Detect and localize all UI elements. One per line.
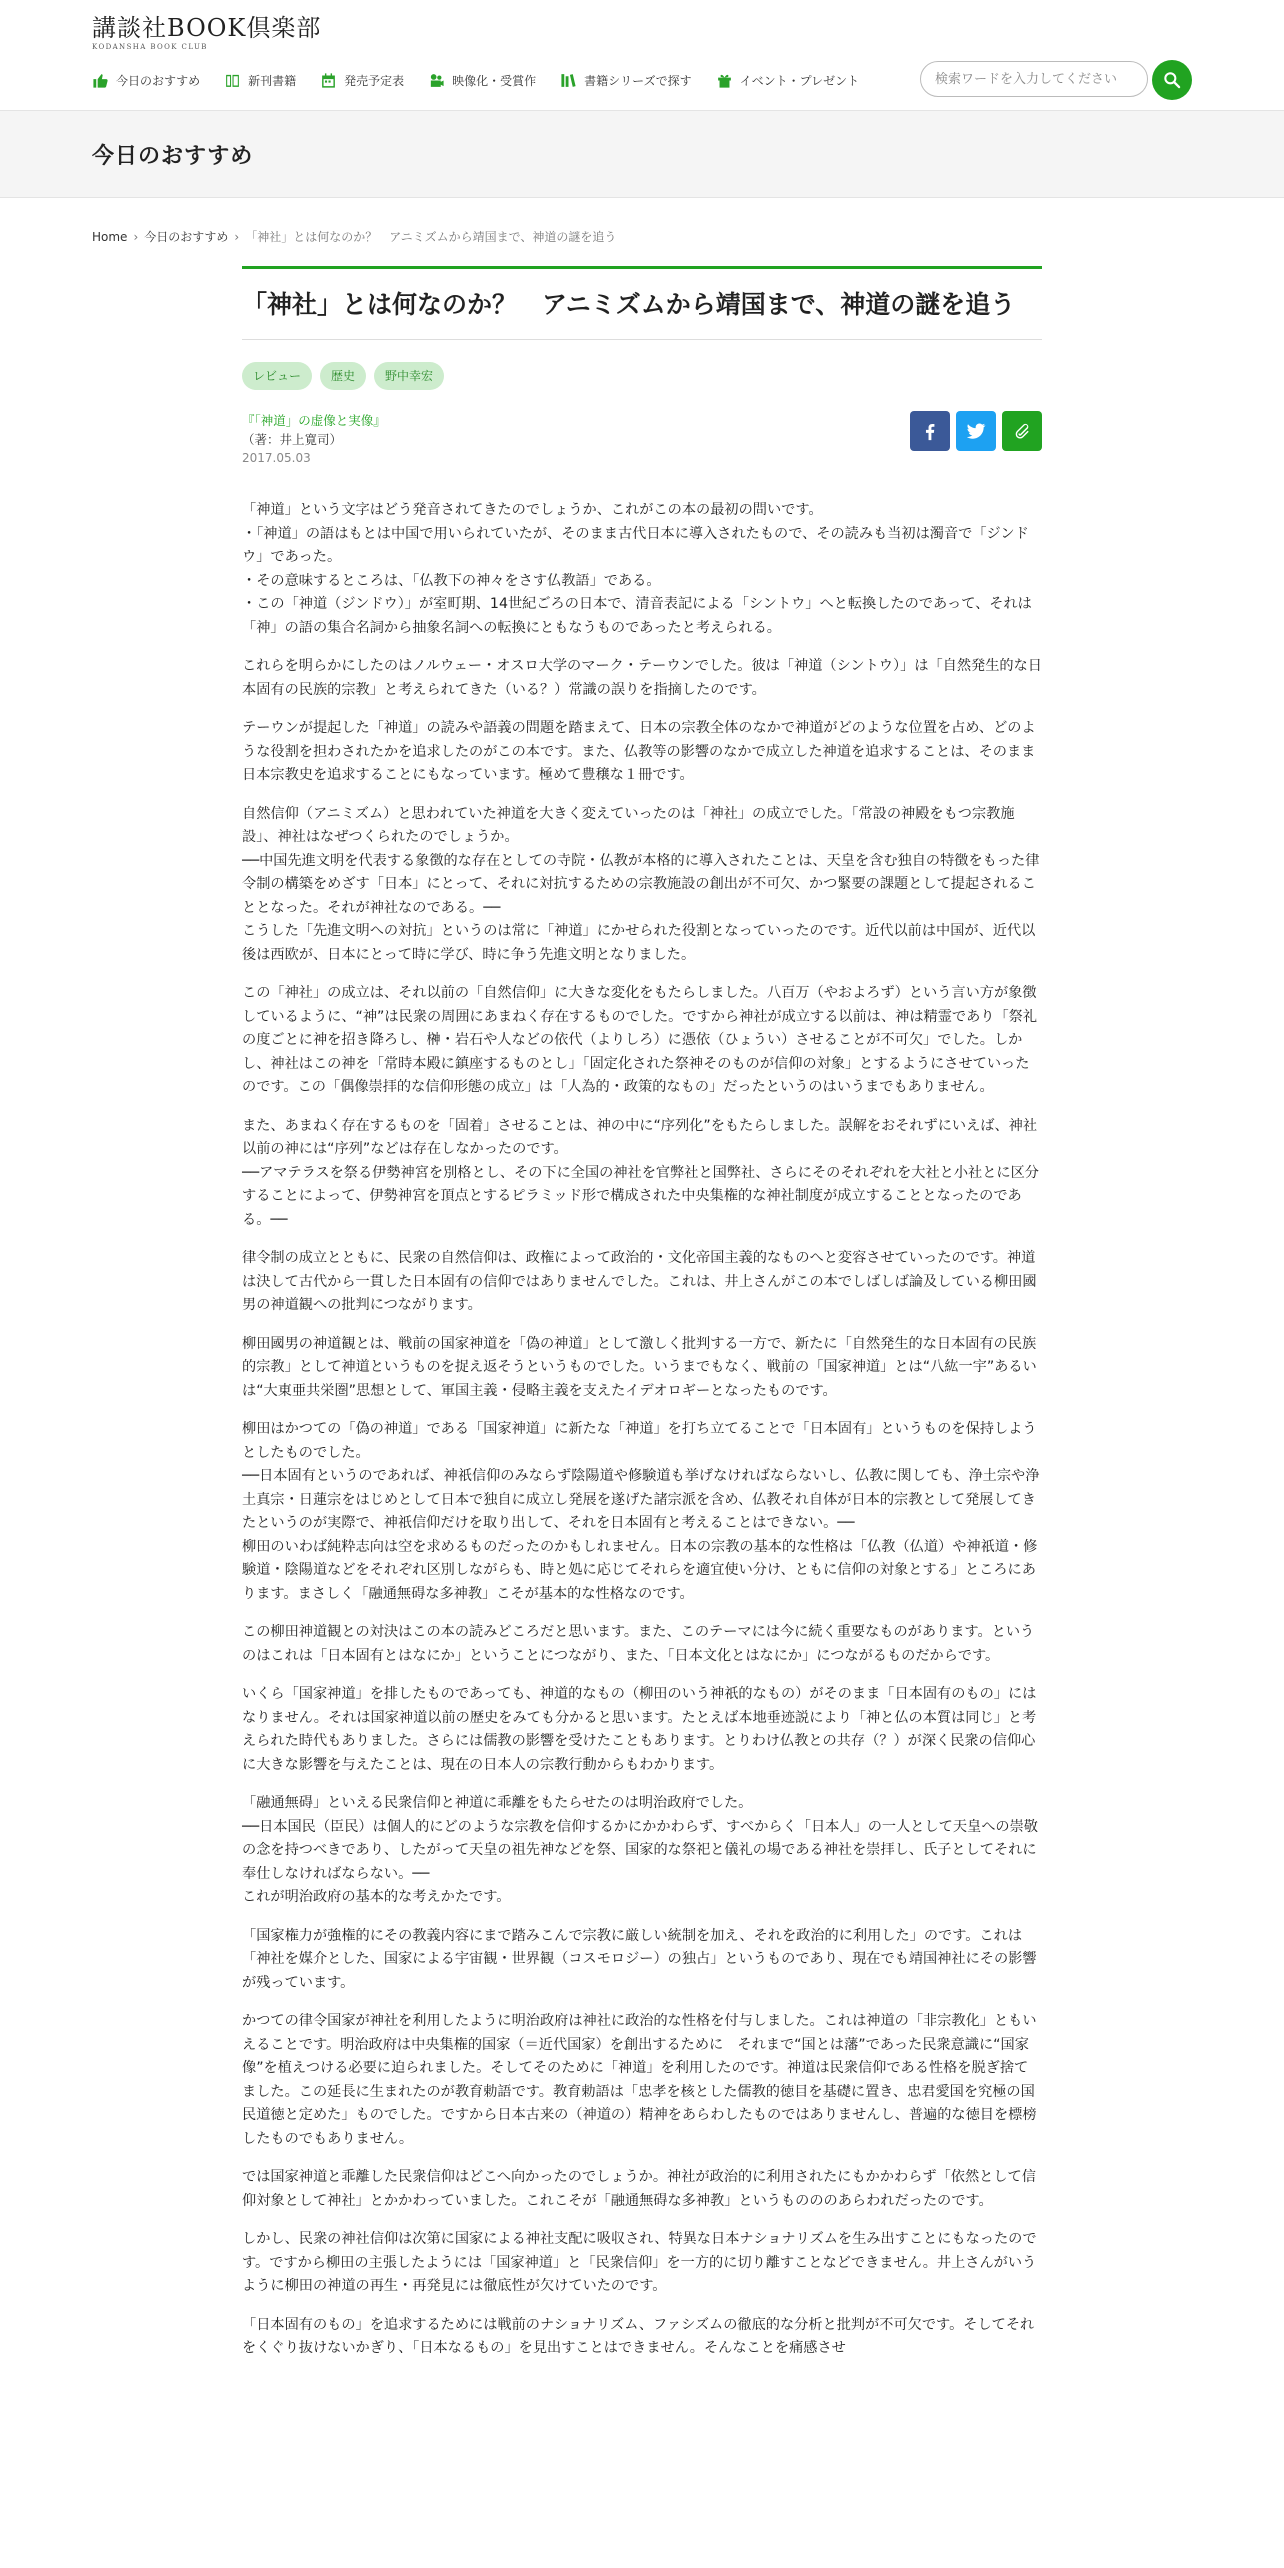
search-icon [1162, 70, 1182, 90]
twitter-icon [965, 420, 987, 442]
section-title: 今日のおすすめ [92, 143, 254, 169]
article-paragraph: 律令制の成立とともに、民衆の自然信仰は、政権によって政治的・文化帝国主義的なものへと変容させていったのです。神道は決して古代から一貫した日本固有の信仰ではありませんでした。これは、井上さんがこの本でしばしば論及している柳田國男の神道観への批判につながります。 [242, 1250, 1037, 1313]
film-icon [428, 72, 445, 89]
article-paragraph: いくら「国家神道」を排したものであっても、神道的なもの（柳田のいう神祇的なもの）がそのまま「日本固有のもの」にはなりません。それは国家神道以前の歴史をみても分かると思います。たとえば本地垂迹説により「神と仏の本質は同じ」と考えられた時代もありました。さらには儒教の影響を受けたこともあります。とりわけ仏教との共存（？）が深く民衆の信仰心に大きな影響を与えたことは、現在の日本人の宗教行動からもわかります。 [242, 1686, 1037, 1773]
breadcrumb-separator: › [234, 230, 240, 244]
article [242, 266, 1042, 2376]
nav-label: 新刊書籍 [248, 74, 297, 88]
new-books-icon [224, 72, 241, 89]
books-series-icon [560, 72, 577, 89]
tag-review[interactable]: レビュー [242, 362, 312, 390]
site-logo[interactable] [92, 14, 321, 51]
site-header [0, 0, 1284, 110]
book-author: （著：井上寛司） [242, 432, 343, 447]
article-paragraph: かつての律令国家が神社を利用したように明治政府は神社に政治的な性格を付与しました。これは神道の「非宗教化」ともいえることです。明治政府は中央集権的国家（＝近代国家）を創出するために それまで“国とは藩”であった民衆意識に“国家像”を植えつける必要に迫られました。そしてそのために「神道」を利用したのです。神道は民衆信仰である性格を脱ぎ捨てました。この延長に生まれたのが教育勅語です。教育勅語は「忠孝を核とした儒教的徳目を基礎に置き、忠君愛国を究極の国民道徳と定めた」ものでした。ですから日本古来の（神道の）精神をあらわしたものではありませんし、普遍的な徳目を標榜したものでもありません。 [242, 2013, 1037, 2147]
article-paragraph: 「融通無碍」といえる民衆信仰と神道に乖離をもたらせたのは明治政府でした。 ──日本国民（臣民）は個人的にどのような宗教を信仰するかにかかわらず、すべからく「日本人」の一人として天皇への崇敬の念を持つべきであり、したがって天皇の祖先神などを祭、国家的な祭祀と儀礼の場である神社を崇拝し、氏子としてそれに奉仕しなければならない。── これが明治政府の基本的な考えかたです。 [242, 1795, 1038, 1905]
article-paragraph: テーウンが提起した「神道」の読みや語義の問題を踏まえて、日本の宗教全体のなかで神道がどのような位置を占め、どのような役割を担わされたかを追求したのがこの本です。また、仏教等の影響のなかで成立した神道を追求することは、そのまま日本宗教史を追求することにもなっています。極めて豊穣な１冊です。 [242, 720, 1036, 783]
nav-item-series[interactable] [560, 72, 691, 89]
nav-label: 今日のおすすめ [116, 74, 201, 88]
facebook-share-button[interactable] [910, 411, 950, 451]
twitter-share-button[interactable] [956, 411, 996, 451]
logo-subtitle: KODANSHA BOOK CLUB [92, 43, 208, 51]
nav-item-new-books[interactable] [224, 72, 296, 89]
breadcrumb [92, 228, 616, 245]
nav-item-recommend[interactable] [92, 72, 200, 89]
article-title: 「神社」とは何なのか？ アニミズムから靖国まで、神道の謎を追う [242, 269, 1042, 340]
breadcrumb-current: 「神社」とは何なのか？ アニミズムから靖国まで、神道の謎を追う [245, 230, 617, 244]
article-paragraph: しかし、民衆の神社信仰は次第に国家による神社支配に吸収され、特異な日本ナショナリズムを生み出すことにもなったのです。ですから柳田の主張したようには「国家神道」と「民衆信仰」を一方的に切り離すことなどできません。井上さんがいうように柳田の神道の再生・再発見には徹底性が欠けていたのです。 [242, 2231, 1037, 2294]
tag-list [242, 362, 1042, 390]
nav-label: イベント・プレゼント [739, 74, 860, 88]
article-paragraph: この柳田神道観との対決はこの本の読みどころだと思います。また、このテーマには今に続く重要なものがあります。というのはこれは「日本固有とはなにか」ということにつながり、また、「日本文化とはなにか」につながるものだからです。 [242, 1624, 1035, 1664]
link-icon [1011, 420, 1033, 442]
nav-label: 発売予定表 [344, 74, 405, 88]
article-paragraph: 「神道」という文字はどう発音されてきたのでしょうか、これがこの本の最初の問いです。 ・「神道」の語はもとは中国で用いられていたが、そのまま古代日本に導入されたもので、その読みも当初は濁音で「ジンドウ」であった。 ・その意味するところは、「仏教下の神々をさす仏教語」である。 ・この「神道（ジンドウ）」が室町期、14世紀ごろの日本で、清音表記による「シントウ」へと転換したのであって、それは「神」の語の集合名詞から抽象名詞への転換にともなうものであったと考えられる。 [242, 502, 1032, 636]
tag-history[interactable]: 歴史 [320, 362, 366, 390]
nav-label: 映像化・受賞作 [452, 74, 537, 88]
article-paragraph: 「日本固有のもの」を追求するためには戦前のナショナリズム、ファシズムの徹底的な分析と批判が不可欠です。そしてそれをくぐり抜けないかぎり、「日本なるもの」を見出すことはできません。そんなことを痛感させ [242, 2316, 1035, 2356]
article-paragraph: 柳田國男の神道観とは、戦前の国家神道を「偽の神道」として激しく批判する一方で、新たに「自然発生的な日本固有の民族的宗教」として神道というものを捉え返そうというものでした。いうまでもなく、戦前の「国家神道」とは“八紘一宇”あるいは“大東亜共栄圏”思想として、軍国主義・侵略主義を支えたイデオロギーとなったものです。 [242, 1335, 1037, 1399]
post-date: 2017.05.03 [242, 451, 311, 465]
section-title-band [0, 110, 1284, 198]
link-share-button[interactable] [1002, 411, 1042, 451]
nav-label: 書籍シリーズで探す [584, 74, 692, 88]
article-paragraph: では国家神道と乖離した民衆信仰はどこへ向かったのでしょうか。神社が政治的に利用されたにもかかわらず「依然として信仰対象として神社」とかかわっていました。これこそが「融通無碍な多神教」というものののあらわれだったのです。 [242, 2169, 1036, 2209]
article-paragraph: 「国家権力が強権的にその教義内容にまで踏みこんで宗教に厳しい統制を加え、それを政治的に利用した」のです。これは「神社を媒介とした、国家による宇宙観・世界観（コスモロジー）の独占」というものであり、現在でも靖国神社にその影響が残っています。 [242, 1927, 1037, 1991]
article-paragraph: 柳田はかつての「偽の神道」である「国家神道」に新たな「神道」を打ち立てることで「日本固有」というものを保持しようとしたものでした。 ──日本固有というのであれば、神祇信仰のみならず陰陽道や修験道も挙げなければならないし、仏教に関しても、浄土宗や浄土真宗・日蓮宗をはじめとして日本で独自に成立し発展を遂げた諸宗派を含め、仏教それ自体が日本的宗教として発展してきたというのが実際で、神祇信仰だけを取り出して、それを日本固有と考えることはできない。── 柳田のいわば純粋志向は空を求めるものだったのかもしれません。日本の宗教の基本的な性格は「仏教（仏道）や神祇道・修験道・陰陽道などをそれぞれ区別しながらも、時と処に応じてそれらを適宜使い分け、ともに信仰の対象とする」ところにあります。まさしく「融通無碍な多神教」こそが基本的な性格なのです。 [242, 1421, 1040, 1602]
calendar-icon [320, 72, 337, 89]
breadcrumb-home[interactable]: Home [92, 230, 128, 244]
article-paragraph: 自然信仰（アニミズム）と思われていた神道を大きく変えていったのは「神社」の成立でした。「常設の神殿をもつ宗教施設」、神社はなぜつくられたのでしょうか。 ──中国先進文明を代表する象徴的な存在としての寺院・仏教が本格的に導入されたことは、天皇を含む独自の特徴をもった律令制の構築をめざす「日本」にとって、それに対抗するための宗教施設の創出が不可欠、かつ緊要の課題として提起されることとなった。それが神社なのである。── こうした「先進文明への対抗」というのは常に「神道」にかせられた役割となっていったのです。近代以前は中国が、近代以後は西欧が、日本にとって時に学び、時に争う先進文明となりました。 [242, 805, 1040, 963]
breadcrumb-separator: › [133, 230, 139, 244]
search-button[interactable] [1152, 60, 1192, 100]
tag-writer[interactable]: 野中幸宏 [374, 362, 444, 390]
article-paragraph: また、あまねく存在するものを「固着」させることは、神の中に“序列化”をもたらしました。誤解をおそれずにいえば、神社以前の神には“序列”などは存在しなかったのです。 ──アマテラスを祭る伊勢神宮を別格とし、その下に全国の神社を官弊社と国弊社、さらにそのそれぞれを大社と小社とに区分することによって、伊勢神宮を頂点とするピラミッド形で構成された中央集権的な神社制度が成立することとなったのである。── [242, 1117, 1039, 1228]
main-nav [92, 72, 883, 89]
nav-item-events[interactable] [716, 72, 860, 89]
article-paragraph: この「神社」の成立は、それ以前の「自然信仰」に大きな変化をもたらしました。八百万（やおよろず）という言い方が象徴しているように、“神”は民衆の周囲にあまねく存在するものでした。ですから神社が成立する以前は、神は精霊であり「祭礼の度ごとに神を招き降ろし、榊・岩石や人などの依代（よりしろ）に憑依（ひょうい）させることが不可欠」でした。しかし、神社はこの神を「常時本殿に鎮座するものとし」「固定化された祭神そのものが信仰の対象」とするようにさせていったのです。この「偶像崇拝的な信仰形態の成立」は「人為的・政策的なもの」だったというのはいうまでもありません。 [242, 985, 1038, 1095]
search-input[interactable] [920, 61, 1148, 97]
logo-text: 講談社BOOK倶楽部 [92, 14, 322, 42]
share-buttons [904, 411, 1042, 451]
nav-item-films-awards[interactable] [428, 72, 536, 89]
book-title-link[interactable]: 『「神道」の虚像と実像』 [242, 413, 386, 428]
nav-item-schedule[interactable] [320, 72, 404, 89]
facebook-icon [919, 420, 941, 442]
article-meta [242, 411, 1042, 475]
breadcrumb-section[interactable]: 今日のおすすめ [144, 230, 229, 244]
article-paragraph: これらを明らかにしたのはノルウェー・オスロ大学のマーク・テーウンでした。彼は「神道（シントウ）」は「自然発生的な日本固有の民族的宗教」と考えられてきた（いる？）常識の誤りを指摘したのです。 [242, 658, 1042, 698]
article-body [242, 499, 1042, 2361]
thumbs-up-icon [92, 72, 109, 89]
gift-icon [716, 72, 733, 89]
